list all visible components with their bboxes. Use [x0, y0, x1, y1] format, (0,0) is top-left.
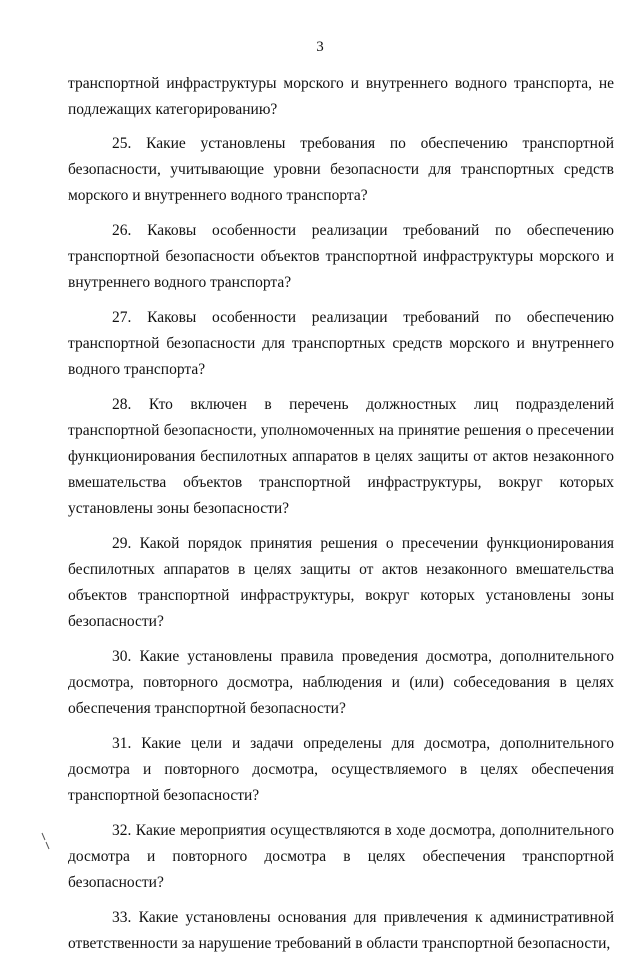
paragraph-28: 28. Кто включен в перечень должностных лиц подразделений транспортной безопасности, уполномоченных на принятие решения о пресечении функционирования беспилотных аппаратов в целях защиты от актов незаконного вмешательства объектов транспортной инфраструктуры, вокруг которых установлены зоны безопасности?	[68, 396, 614, 517]
document-body	[68, 71, 614, 957]
paragraph-25: 25. Какие установлены требования по обеспечению транспортной безопасности, учитывающие уровни безопасности для транспортных средств морского и внутреннего водного транспорта?	[68, 135, 614, 204]
paragraph-27: 27. Каковы особенности реализации требований по обеспечению транспортной безопасности для транспортных средств морского и внутреннего водного транспорта?	[68, 309, 614, 378]
paragraph-31: 31. Какие цели и задачи определены для досмотра, дополнительного досмотра и повторного досмотра, осуществляемого в целях обеспечения транспортной безопасности?	[68, 735, 614, 804]
page-number: 3	[316, 39, 324, 55]
paragraph-29: 29. Какой порядок принятия решения о пресечении функционирования беспилотных аппаратов в целях защиты от актов незаконного вмешательства объектов транспортной инфраструктуры, вокруг которых установлены зоны безопасности?	[68, 535, 614, 630]
paragraph-26: 26. Каковы особенности реализации требований по обеспечению транспортной безопасности объектов транспортной инфраструктуры морского и внутреннего водного транспорта?	[68, 222, 614, 291]
paragraph-continued: транспортной инфраструктуры морского и внутреннего водного транспорта, не подлежащих категорированию?	[68, 75, 614, 118]
paragraph-32: 32. Какие мероприятия осуществляются в ходе досмотра, дополнительного досмотра и повторного досмотра в целях обеспечения транспортной безопасности?	[68, 822, 614, 891]
scan-mark	[40, 832, 52, 852]
paragraph-30: 30. Какие установлены правила проведения досмотра, дополнительного досмотра, повторного досмотра, наблюдения и (или) собеседования в целях обеспечения транспортной безопасности?	[68, 648, 614, 717]
paragraph-33: 33. Какие установлены основания для привлечения к административной ответственности за нарушение требований в области транспортной безопасности,	[68, 909, 614, 952]
